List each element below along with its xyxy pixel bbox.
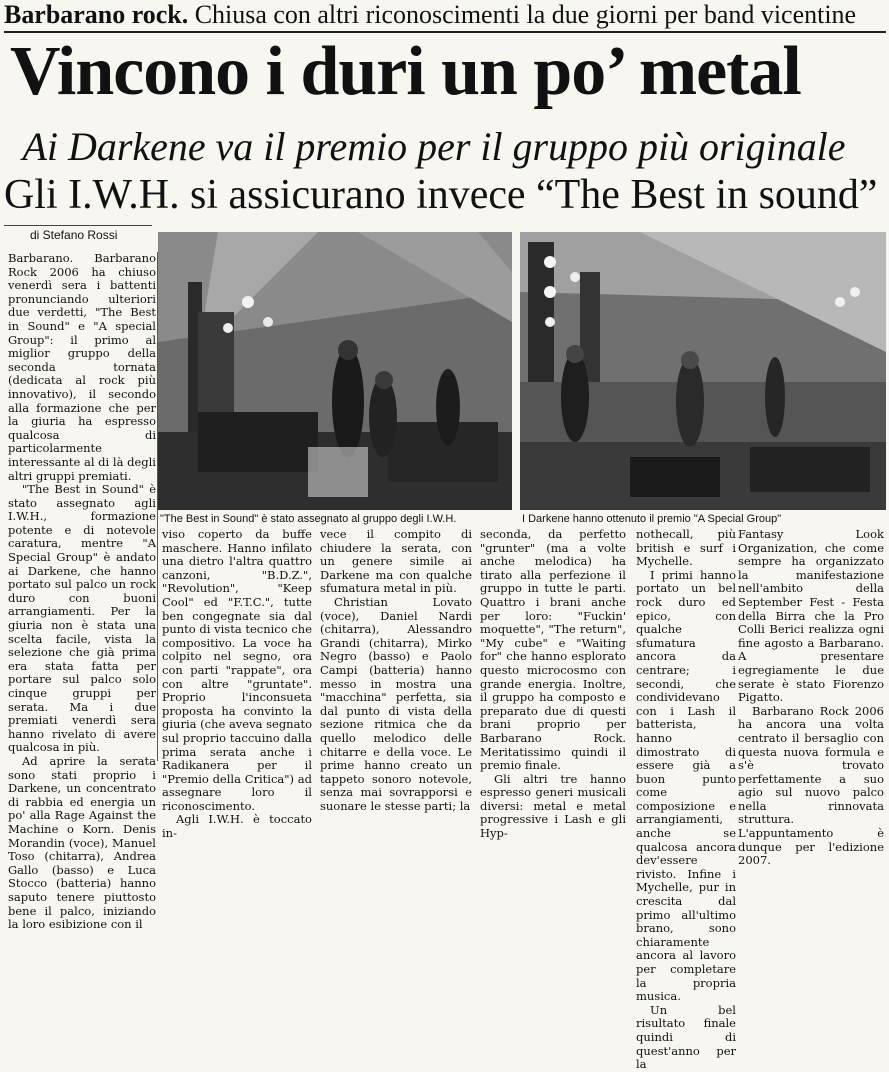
subheadline: Gli I.W.H. si assicurano invece “The Best in sound”	[4, 172, 878, 218]
paragraph: Ad aprire la serata sono stati proprio i Darkene, un concentrato di rabbia ed energia un po' alla Rage Against the Machine o Korn. Denis Morandin (voce), Manuel Toso (chitarra), Andrea Gallo (basso) e Luca Stocco (batteria) hanno saputo tenere piuttosto bene il palco, iniziando la loro esibizione con il	[8, 753, 156, 932]
paragraph: Christian Lovato (voce), Daniel Nardi (chitarra), Alessandro Grandi (chitarra), Mirko Negro (basso) e Paolo Campi (batteria) hanno messo in mostra una "macchina" perfetta, sia dal punto di vista della sezione ritmica che da quello melodico delle chitarre e della voce. Le prime hanno creato un tappeto sonoro notevole, senza mai sovrapporsi e suonare le stesse parti; la	[320, 594, 472, 813]
subheadline-italic: Ai Darkene va il premio per il gruppo più originale	[22, 124, 846, 169]
paragraph: "The Best in Sound" è stato assegnato agli I.W.H., formazione potente e di notevole caratura, mentre "A Special Group" è andato ai Darkene, che hanno portato sul palco un rock duro con buoni arrangiamenti. Per la giuria non è stata una scelta facile, vista la selezione che già prima era stata fatta per portare sul palco solo cinque gruppi per serata. Ma i due premiati venerdì sera hanno rivelato di avere qualcosa in più.	[8, 482, 156, 755]
photo-darkene-concert	[520, 232, 886, 510]
paragraph: Fantasy Look Organization, che come sempre ha organizzato la manifestazione nell'ambito della September Fest - Festa della Birra che la Pro Colli Berici realizza ogni fine agosto a Barbarano. A presentare egregiamente le due serate è stato Fiorenzo Pigatto.	[738, 527, 884, 705]
paragraph: I primi hanno portato un bel rock duro ed epico, con qualche sfumatura ancora da centrare; i secondi, che condividevano con i Lash il batterista, hanno dimostrato di essere già a buon punto come composizione e arrangiamenti, anche se qualcosa ancora dev'essere rivisto. Infine i Mychelle, pur in crescita dal primo all'ultimo brano, sono chiaramente ancora al lavoro per completare la propria musica.	[636, 567, 736, 1004]
article-column-1	[8, 251, 156, 932]
article-column-3	[320, 527, 472, 813]
article-column-5	[636, 527, 736, 1072]
byline-rule	[4, 225, 152, 226]
paragraph: Agli I.W.H. è toccato in-	[162, 812, 312, 841]
article-column-6	[738, 527, 884, 868]
photo-iwh-concert	[158, 232, 512, 510]
photo-caption-darkene: I Darkene hanno ottenuto il premio "A Special Group"	[522, 513, 782, 525]
byline: di Stefano Rossi	[30, 228, 118, 242]
article-kicker	[4, 0, 885, 30]
kicker-text: Chiusa con altri riconoscimenti la due giorni per band vicentine	[188, 0, 857, 29]
paragraph: Barbarano Rock 2006 ha ancora una volta centrato il bersaglio con questa nuova formula e s'è trovato perfettamente a suo agio sul nuovo palco nella rinnovata struttura. L'appuntamento è dunque per l'edizione 2007.	[738, 703, 884, 868]
column-divider	[157, 252, 158, 761]
paragraph: Un bel risultato finale quindi di quest'anno per la	[636, 1002, 736, 1072]
paragraph: Barbarano. Barbarano Rock 2006 ha chiuso venerdì sera i battenti pronunciando ulteriori due verdetti, "The Best in Sound" e "A special Group": il primo al miglior gruppo della seconda tornata (dedicata al rock più innovativo), il secondo alla formazione che per la giuria ha espresso qualcosa di particolarmente interessante al di là degli altri gruppi premiati.	[8, 251, 156, 483]
paragraph: nothecall, più british e surf i Mychelle.	[636, 527, 736, 569]
article-column-2	[162, 527, 312, 841]
headline: Vincono i duri un po’ metal	[10, 33, 801, 110]
photo-caption-iwh: "The Best in Sound" è stato assegnato al gruppo degli I.W.H.	[160, 513, 457, 525]
article-column-4	[480, 527, 626, 841]
paragraph: vece il compito di chiudere la serata, con un genere simile ai Darkene ma con qualche sfumatura metal in più.	[320, 527, 472, 596]
paragraph: Gli altri tre hanno espresso generi musicali diversi: metal e metal progressive i Lash e gli Hyp-	[480, 771, 626, 841]
paragraph: seconda, da perfetto "grunter" (ma a volte anche melodica) ha tirato alla perfezione il gruppo in tutte le parti. Quattro i brani anche per loro: "Fuckin' moquette", "The return", "My cube" e "Waiting for" che hanno esplorato questo microcosmo con grande energia. Inoltre, il gruppo ha composto e preparato due di questi brani proprio per Barbarano Rock. Meritatissimo quindi il premio finale.	[480, 527, 626, 773]
kicker-section: Barbarano rock.	[4, 0, 189, 29]
paragraph: viso coperto da buffe maschere. Hanno infilato una dietro l'altra quattro canzoni, "B.D.Z.", "Revolution", "Keep Cool" ed "F.T.C.", tutte ben congegnate sia dal punto di vista tecnico che compositivo. La voce ha colpito nel segno, ora con parti "rappate", ora con altre "gruntate". Proprio l'inconsueta proposta ha convinto la giuria (che aveva segnato sul proprio taccuino dalla prima serata anche i Radikanera per il "Premio della Critica") ad assegnare loro il riconoscimento.	[162, 527, 312, 813]
